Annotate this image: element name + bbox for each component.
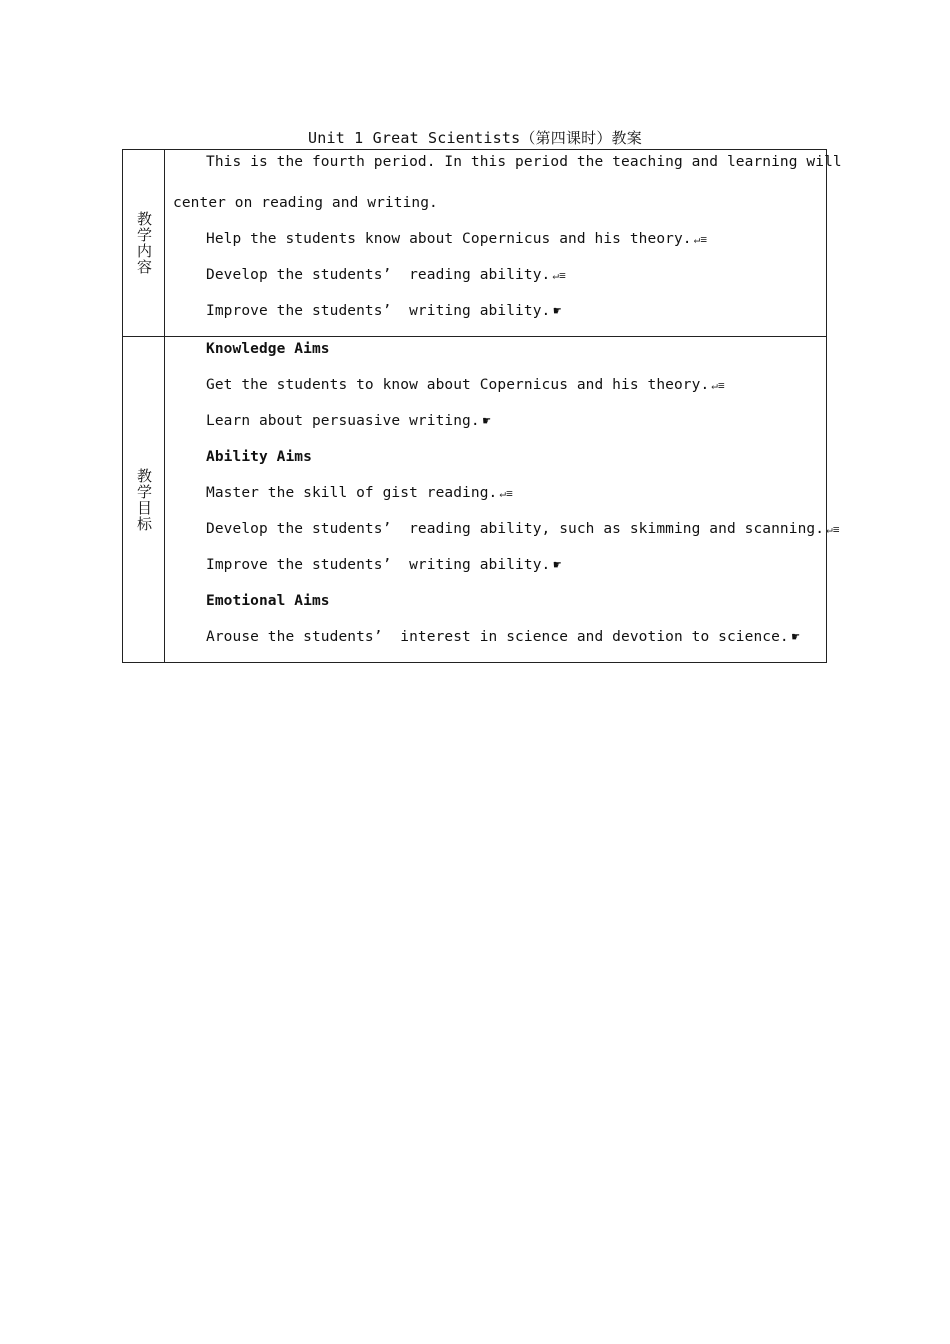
pointing-hand-icon: ☛ [553, 558, 562, 574]
paragraph-mark-icon: ↵≡ [693, 233, 708, 246]
teaching-objectives-cell [165, 337, 840, 663]
objective-line: Learn about persuasive writing. ☛ [206, 413, 491, 430]
teaching-content-label: 教学内容 [135, 211, 153, 276]
teaching-objectives-label: 教学目标 [135, 467, 153, 532]
teaching-objectives-row [123, 337, 827, 663]
objective-line: Improve the students’ writing ability. ☛ [206, 557, 562, 574]
teaching-content-row [123, 150, 827, 337]
content-line: This is the fourth period. In this period the teaching and learning will [206, 154, 842, 170]
paragraph-mark-icon: ↵≡ [826, 523, 840, 537]
content-line: Develop the students’ reading ability. ↵≡ [206, 267, 566, 283]
pointing-hand-icon: ☛ [791, 630, 800, 646]
objective-line: Develop the students’ reading ability, such as skimming and scanning. ↵≡ [206, 521, 840, 538]
teaching-content-cell [165, 150, 842, 337]
pointing-hand-icon: ☛ [553, 304, 562, 319]
content-line: center on reading and writing. [173, 195, 438, 211]
lesson-plan-table [122, 149, 842, 663]
content-line: Help the students know about Copernicus and his theory. ↵≡ [206, 231, 708, 247]
content-line: Improve the students’ writing ability. ☛ [206, 303, 562, 319]
objective-line: Get the students to know about Copernicus and his theory. ↵≡ [206, 377, 725, 394]
knowledge-aims-heading: Knowledge Aims [206, 341, 330, 358]
paragraph-mark-icon: ↵≡ [711, 379, 725, 393]
paragraph-mark-icon: ↵≡ [499, 487, 513, 501]
ability-aims-heading: Ability Aims [206, 449, 312, 466]
pointing-hand-icon: ☛ [482, 414, 491, 430]
teaching-content-label-cell [123, 150, 165, 337]
objective-line: Arouse the students’ interest in science and devotion to science. ☛ [206, 629, 800, 646]
objective-line: Master the skill of gist reading. ↵≡ [206, 485, 513, 502]
paragraph-mark-icon: ↵≡ [552, 269, 566, 282]
teaching-objectives-label-cell [123, 337, 165, 663]
emotional-aims-heading: Emotional Aims [206, 593, 330, 610]
page-title: Unit 1 Great Scientists（第四课时）教案 [308, 129, 642, 147]
